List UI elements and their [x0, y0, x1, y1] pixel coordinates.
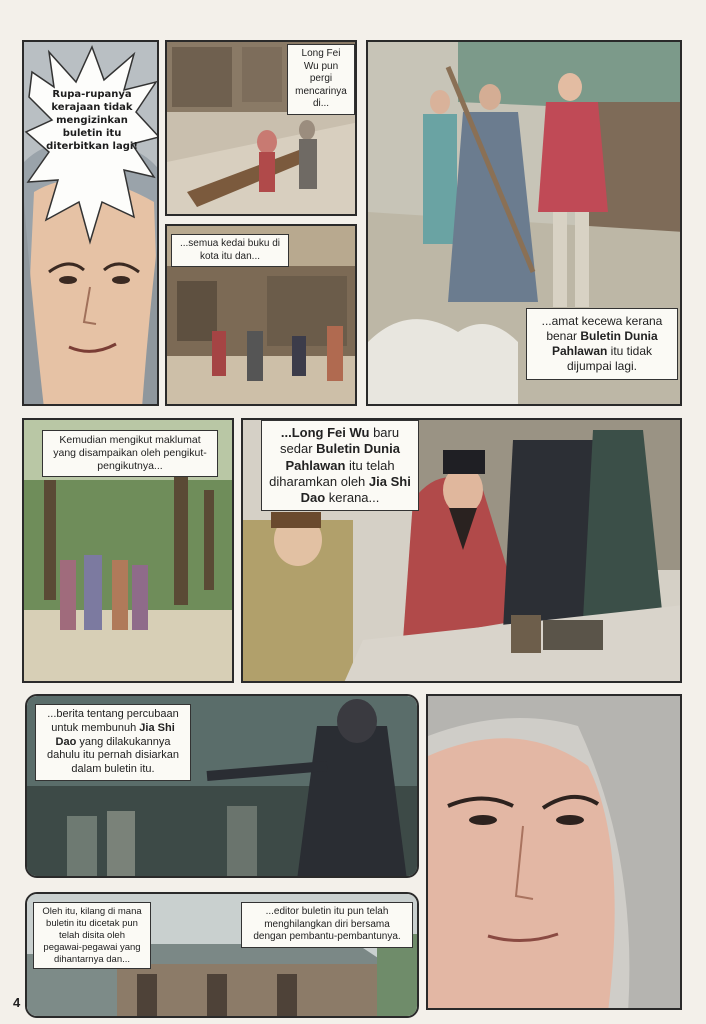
- caption-panel-3: ...semua kedai buku di kota itu dan...: [171, 234, 289, 267]
- panel-2-search: [165, 40, 357, 216]
- panel-6-jia-shi-dao: [241, 418, 682, 683]
- caption-panel-5: Kemudian mengikut maklumat yang disampaikan oleh pengikut-pengikutnya...: [42, 430, 218, 477]
- panel-1-angry-face: [22, 40, 159, 406]
- panel-3-bookshops: [165, 224, 357, 406]
- caption-7-text-b: yang dilakukannya dahulu itu pernah disiarkan dalam buletin itu.: [46, 735, 180, 775]
- caption-panel-7: [35, 704, 191, 781]
- panel-9-factory: [25, 892, 419, 1018]
- panel-5-forest: [22, 418, 234, 683]
- caption-6-text-c: kerana...: [325, 490, 380, 505]
- panel-4-travelers: [366, 40, 682, 406]
- caption-panel-4: [526, 308, 678, 380]
- caption-4-text-a: ...amat kecewa kerana benar: [541, 314, 663, 343]
- caption-panel-9-right: ...editor buletin itu pun telah menghilangkan diri bersama dengan pembantu-pembantunya.: [241, 902, 413, 948]
- caption-7-text-a: ...berita tentang percubaan untuk membunuh: [47, 708, 179, 734]
- caption-7-bold-jia: Jia Shi Dao: [55, 721, 175, 748]
- caption-panel-2: Long Fei Wu pun pergi mencarinya di...: [287, 44, 355, 115]
- caption-panel-6: [261, 420, 419, 511]
- panel-8-art: [428, 696, 682, 1010]
- caption-6-text-b: itu telah diharamkan oleh: [269, 457, 395, 489]
- caption-panel-9-left: Oleh itu, kilang di mana buletin itu dicetak pun telah disita oleh pegawai-pegawai yang dihantarnya dan...: [33, 902, 151, 969]
- caption-6-bold-bulletin: Buletin Dunia Pahlawan: [285, 441, 400, 473]
- caption-6-bold-name: ...Long Fei Wu: [280, 425, 370, 440]
- panel-7-attempt: [25, 694, 419, 878]
- caption-6-bold-jia: Jia Shi Dao: [300, 473, 411, 505]
- speech-bubble-1: Rupa-rupanya kerajaan tidak mengizinkan buletin itu diterbitkan lagi!: [46, 89, 138, 152]
- caption-4-bold-bulletin: Buletin Dunia Pahlawan: [551, 329, 658, 358]
- page-number: 4: [13, 995, 21, 1010]
- caption-6-text-a: baru sedar: [280, 425, 400, 457]
- panel-8-closeup: [426, 694, 682, 1010]
- caption-4-text-b: itu tidak dijumpai lagi.: [566, 344, 653, 373]
